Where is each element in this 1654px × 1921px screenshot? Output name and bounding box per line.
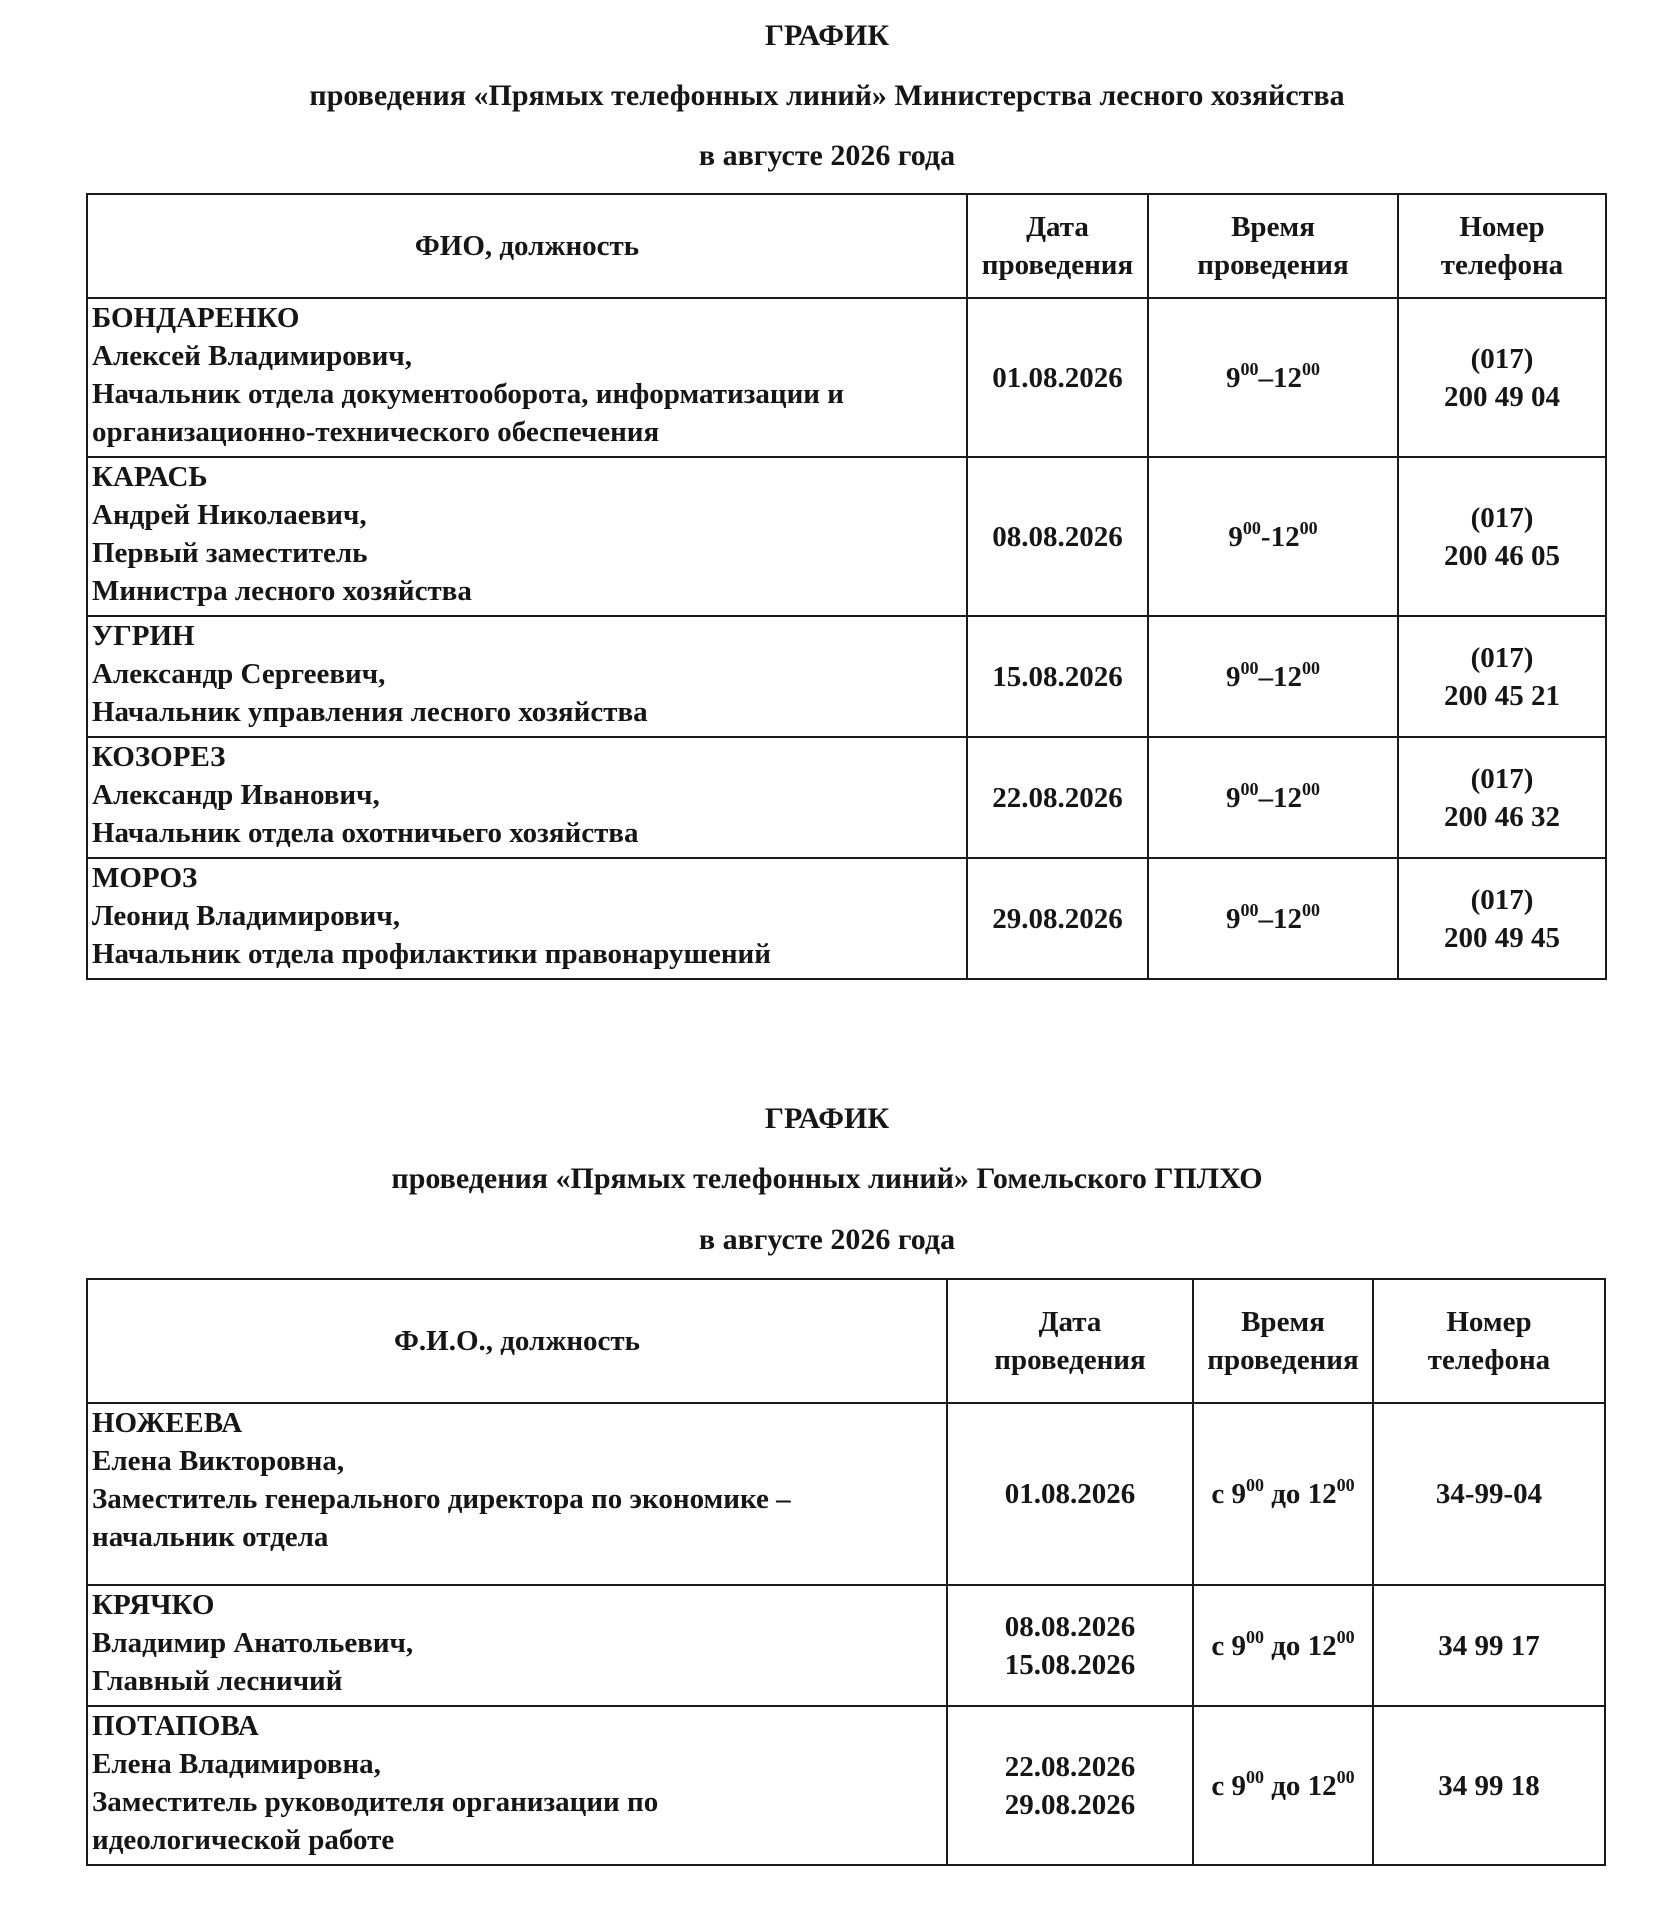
date-value: 01.08.2026	[1004, 1478, 1136, 1510]
phone-cell	[1398, 616, 1606, 737]
person-cell	[87, 298, 967, 457]
phone-number-line: (017)	[1470, 641, 1534, 674]
time-separator: –	[1258, 781, 1273, 814]
table-row	[87, 737, 1606, 858]
time-to-hour: 12	[1307, 1629, 1337, 1662]
time-from-hour: 9	[1228, 520, 1243, 553]
time-to-minutes: 00	[1302, 778, 1320, 799]
person-given-names: Владимир Анатольевич,	[92, 1627, 414, 1659]
phone-cell	[1398, 457, 1606, 616]
schedule1-period: в августе 2026 года	[698, 139, 956, 172]
time-separator: –	[1258, 361, 1273, 394]
phone-cell	[1398, 737, 1606, 858]
person-given-names: Алексей Владимирович,	[92, 340, 412, 372]
table-row	[87, 1706, 1605, 1865]
time-to-hour: 12	[1273, 781, 1302, 814]
time-from-minutes: 00	[1242, 517, 1261, 538]
date-cell	[947, 1403, 1193, 1585]
person-surname: БОНДАРЕНКО	[92, 302, 300, 334]
date-value: 22.08.2026	[1004, 1750, 1136, 1783]
phone-number-line: (017)	[1470, 883, 1534, 916]
date-value: 15.08.2026	[1004, 1648, 1136, 1681]
date-cell	[947, 1585, 1193, 1706]
person-given-names: Леонид Владимирович,	[92, 900, 400, 932]
time-from-minutes: 00	[1245, 1626, 1264, 1647]
person-cell	[87, 1706, 947, 1865]
phone-number-line: (017)	[1470, 501, 1534, 534]
date-cell	[967, 737, 1148, 858]
person-given-names: Андрей Николаевич,	[92, 499, 367, 531]
person-position-line: идеологической работе	[92, 1824, 395, 1856]
time-prefix: с	[1211, 1478, 1232, 1510]
date-value: 15.08.2026	[992, 660, 1123, 693]
table-row	[87, 1403, 1605, 1585]
header-phone: Номер телефона	[1373, 1279, 1605, 1403]
date-value: 01.08.2026	[992, 361, 1123, 394]
header-name: Ф.И.О., должность	[87, 1279, 947, 1403]
table-row	[87, 1585, 1605, 1706]
person-cell	[87, 1585, 947, 1706]
person-given-names: Елена Владимировна,	[92, 1748, 381, 1780]
header-phone: Номер телефона	[1398, 194, 1606, 298]
schedule2-title: ГРАФИК	[764, 1102, 890, 1135]
phone-number-line: (017)	[1470, 762, 1534, 795]
header-time: Время проведения	[1148, 194, 1398, 298]
phone-cell	[1373, 1585, 1605, 1706]
person-surname: НОЖЕЕВА	[92, 1407, 243, 1439]
person-position-line: Начальник отдела документооборота, информатизации и	[92, 378, 844, 410]
time-to-hour: 12	[1307, 1478, 1337, 1510]
time-to-minutes: 00	[1302, 358, 1320, 379]
time-to-hour: 12	[1273, 660, 1302, 693]
time-from-hour: 9	[1226, 902, 1241, 935]
time-to-minutes: 00	[1336, 1626, 1355, 1647]
time-to-hour: 12	[1307, 1769, 1337, 1802]
time-to-minutes: 00	[1299, 517, 1318, 538]
phone-cell	[1373, 1403, 1605, 1585]
date-value: 08.08.2026	[1004, 1610, 1136, 1643]
time-from-hour: 9	[1231, 1629, 1246, 1662]
date-cell	[967, 457, 1148, 616]
time-separator: до	[1263, 1769, 1308, 1802]
phone-cell	[1398, 858, 1606, 979]
person-cell	[87, 737, 967, 858]
schedule1-subtitle: проведения «Прямых телефонных линий» Министерства лесного хозяйства	[309, 79, 1345, 112]
person-cell	[87, 457, 967, 616]
phone-number-line: 34 99 18	[1438, 1769, 1540, 1802]
header-time: Время проведения	[1193, 1279, 1373, 1403]
date-cell	[967, 858, 1148, 979]
phone-number-line: (017)	[1470, 342, 1534, 375]
phone-number-line: 200 46 05	[1444, 539, 1560, 572]
date-cell	[947, 1706, 1193, 1865]
header-name: ФИО, должность	[87, 194, 967, 298]
time-cell	[1148, 298, 1398, 457]
person-position-line: Начальник отдела профилактики правонарушений	[92, 938, 771, 970]
phone-number-line: 200 46 32	[1444, 800, 1560, 833]
table-row	[87, 858, 1606, 979]
time-from-minutes: 00	[1245, 1766, 1264, 1787]
time-to-minutes: 00	[1302, 657, 1320, 678]
header-date: Дата проведения	[967, 194, 1148, 298]
person-surname: МОРОЗ	[92, 862, 198, 894]
time-from-hour: 9	[1231, 1769, 1246, 1802]
schedule2-period: в августе 2026 года	[698, 1223, 956, 1256]
time-separator: до	[1263, 1629, 1308, 1662]
time-from-minutes: 00	[1240, 657, 1259, 678]
time-cell	[1148, 457, 1398, 616]
time-from-minutes: 00	[1245, 1475, 1264, 1495]
time-from-hour: 9	[1226, 361, 1241, 394]
time-from-hour: 9	[1226, 660, 1241, 693]
phone-number-line: 200 45 21	[1444, 679, 1560, 712]
time-separator: до	[1263, 1478, 1308, 1510]
person-position-line: Начальник управления лесного хозяйства	[92, 696, 648, 728]
date-value: 29.08.2026	[992, 902, 1123, 935]
person-surname: КРЯЧКО	[92, 1589, 215, 1621]
time-from-minutes: 00	[1240, 899, 1259, 920]
person-surname: КАРАСЬ	[92, 461, 208, 493]
person-position-line: Министра лесного хозяйства	[92, 575, 472, 607]
time-cell	[1148, 858, 1398, 979]
time-to-minutes: 00	[1336, 1766, 1355, 1787]
time-cell	[1148, 616, 1398, 737]
person-surname: УГРИН	[92, 620, 195, 652]
person-position-line: Заместитель генерального директора по экономике –	[92, 1483, 791, 1515]
phone-cell	[1398, 298, 1606, 457]
person-surname: ПОТАПОВА	[92, 1710, 259, 1742]
person-position-line: Начальник отдела охотничьего хозяйства	[92, 817, 639, 849]
date-value: 22.08.2026	[992, 781, 1123, 814]
schedule1-title: ГРАФИК	[764, 19, 890, 52]
time-separator: -	[1260, 520, 1271, 553]
time-cell	[1193, 1706, 1373, 1865]
phone-number-line: 34 99 17	[1438, 1629, 1540, 1662]
person-given-names: Елена Викторовна,	[92, 1445, 345, 1477]
schedule1-table	[86, 193, 1607, 980]
time-cell	[1193, 1585, 1373, 1706]
time-from-hour: 9	[1226, 781, 1241, 814]
person-cell	[87, 858, 967, 979]
person-position-line: организационно-технического обеспечения	[92, 416, 660, 448]
header-date: Дата проведения	[947, 1279, 1193, 1403]
person-cell	[87, 1403, 947, 1585]
table-header-row	[87, 194, 1606, 298]
time-from-hour: 9	[1231, 1478, 1246, 1510]
time-prefix: с	[1211, 1769, 1232, 1802]
phone-number-line: 200 49 04	[1444, 380, 1560, 413]
person-cell	[87, 616, 967, 737]
phone-cell	[1373, 1706, 1605, 1865]
time-prefix: с	[1211, 1629, 1232, 1662]
phone-number-line: 200 49 45	[1444, 921, 1560, 954]
time-cell	[1193, 1403, 1373, 1585]
time-to-hour: 12	[1270, 520, 1300, 553]
time-separator: –	[1258, 902, 1273, 935]
person-position-line: начальник отдела	[92, 1521, 329, 1553]
table-header-row	[87, 1279, 1605, 1403]
time-to-minutes: 00	[1302, 899, 1320, 920]
person-surname: КОЗОРЕЗ	[92, 741, 226, 773]
time-separator: –	[1258, 660, 1273, 693]
schedule2-subtitle: проведения «Прямых телефонных линий» Гомельского ГПЛХО	[391, 1162, 1263, 1195]
table-row	[87, 298, 1606, 457]
schedule2-table	[86, 1278, 1606, 1866]
time-from-minutes: 00	[1240, 358, 1259, 379]
person-position-line: Главный лесничий	[92, 1665, 343, 1697]
person-position-line: Первый заместитель	[92, 537, 368, 569]
date-value: 29.08.2026	[1004, 1788, 1136, 1821]
table-row	[87, 457, 1606, 616]
time-to-minutes: 00	[1336, 1475, 1355, 1495]
date-cell	[967, 616, 1148, 737]
table-row	[87, 616, 1606, 737]
date-value: 08.08.2026	[992, 520, 1123, 553]
person-given-names: Александр Сергеевич,	[92, 658, 386, 690]
time-to-hour: 12	[1273, 902, 1302, 935]
time-from-minutes: 00	[1240, 778, 1259, 799]
time-to-hour: 12	[1273, 361, 1302, 394]
person-given-names: Александр Иванович,	[92, 779, 380, 811]
date-cell	[967, 298, 1148, 457]
time-cell	[1148, 737, 1398, 858]
person-position-line: Заместитель руководителя организации по	[92, 1786, 659, 1818]
phone-number-line: 34-99-04	[1435, 1478, 1543, 1510]
